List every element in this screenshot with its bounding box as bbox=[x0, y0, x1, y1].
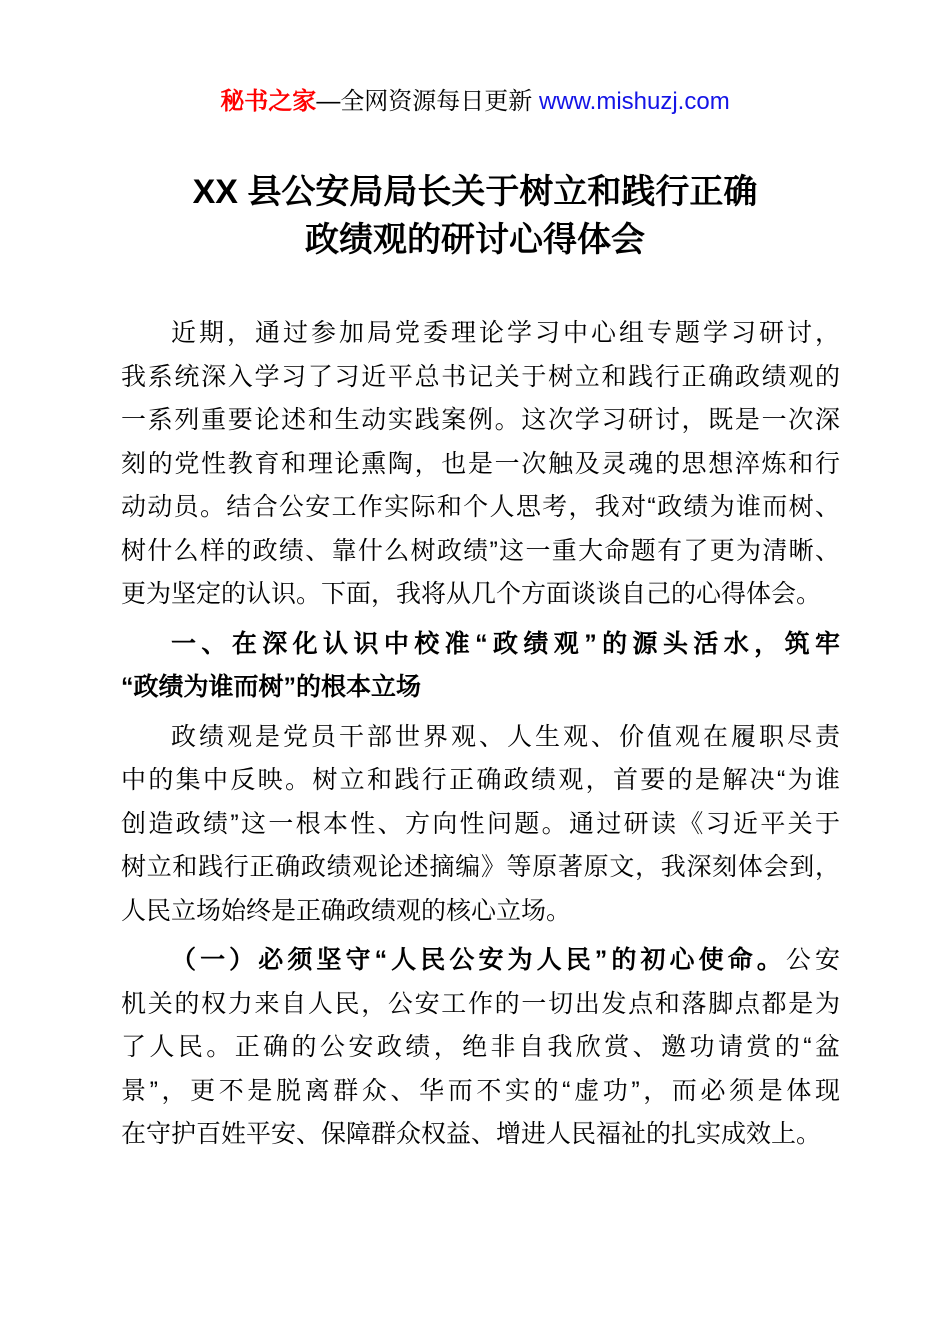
text-line bbox=[121, 666, 840, 710]
text-line bbox=[121, 530, 840, 574]
site-url: www.mishuzj.com bbox=[538, 88, 730, 115]
text-line bbox=[121, 1070, 840, 1114]
text-segment: 一系列重要论述和生动实践案例。这次学习研讨，既是一次深 bbox=[121, 406, 840, 434]
document-body bbox=[121, 312, 840, 1157]
text-segment: 中的集中反映。树立和践行正确政绩观，首要的是解决“为谁 bbox=[121, 766, 840, 794]
paragraph-intro bbox=[121, 312, 840, 617]
brand-name: 秘书之家 bbox=[220, 88, 317, 115]
text-line bbox=[121, 983, 840, 1027]
heading-section-1 bbox=[121, 623, 840, 710]
text-line bbox=[121, 486, 840, 530]
paragraph-concept bbox=[121, 716, 840, 934]
text-segment: 更为坚定的认识。下面，我将从几个方面谈谈自己的心得体会。 bbox=[121, 580, 822, 608]
text-line bbox=[121, 716, 840, 760]
document-title bbox=[0, 168, 950, 264]
text-line bbox=[121, 1026, 840, 1070]
text-line bbox=[121, 890, 840, 934]
text-segment: 公安 bbox=[785, 946, 840, 974]
text-segment: 了人民。正确的公安政绩，绝非自我欣赏、邀功请赏的“盆 bbox=[121, 1033, 840, 1061]
header-tagline: —全网资源每日更新 bbox=[316, 88, 539, 115]
text-segment: 机关的权力来自人民，公安工作的一切出发点和落脚点都是为 bbox=[121, 989, 840, 1018]
text-line bbox=[121, 939, 840, 983]
text-segment: “政绩为谁而树”的根本立场 bbox=[121, 673, 422, 701]
paragraph-point-1 bbox=[121, 939, 840, 1157]
text-segment: 树什么样的政绩、靠什么树政绩”这一重大命题有了更为清晰、 bbox=[121, 536, 840, 565]
text-line bbox=[121, 443, 840, 487]
text-segment: 一、在深化认识中校准“政绩观”的源头活水，筑牢 bbox=[171, 629, 840, 658]
text-line bbox=[121, 399, 840, 443]
text-line bbox=[121, 803, 840, 847]
text-line bbox=[121, 573, 840, 617]
bold-text-segment: （一）必须坚守“人民公安为人民”的初心使命。 bbox=[171, 946, 786, 974]
text-line bbox=[121, 759, 840, 803]
text-segment: 我系统深入学习了习近平总书记关于树立和践行正确政绩观的 bbox=[121, 362, 840, 391]
text-segment: 在守护百姓平安、保障群众权益、增进人民福祉的扎实成效上。 bbox=[121, 1120, 822, 1148]
text-line bbox=[121, 1113, 840, 1157]
header-banner bbox=[0, 0, 950, 118]
title-line-1: XX 县公安局局长关于树立和践行正确 bbox=[192, 173, 758, 211]
text-segment: 树立和践行正确政绩观论述摘编》等原著原文，我深刻体会到， bbox=[121, 853, 840, 881]
text-segment: 政绩观是党员干部世界观、人生观、价值观在履职尽责 bbox=[171, 722, 840, 751]
text-segment: 景”，更不是脱离群众、华而不实的“虚功”，而必须是体现 bbox=[121, 1076, 840, 1105]
text-segment: 人民立场始终是正确政绩观的核心立场。 bbox=[121, 896, 572, 925]
text-segment: 创造政绩”这一根本性、方向性问题。通过研读《习近平关于 bbox=[121, 809, 840, 838]
text-line bbox=[121, 356, 840, 400]
text-line bbox=[121, 846, 840, 890]
text-segment: 刻的党性教育和理论熏陶，也是一次触及灵魂的思想淬炼和行 bbox=[121, 449, 840, 478]
title-line-2: 政绩观的研讨心得体会 bbox=[305, 221, 645, 259]
text-segment: 动动员。结合公安工作实际和个人思考，我对“政绩为谁而树、 bbox=[121, 493, 840, 521]
text-line bbox=[121, 623, 840, 667]
text-line bbox=[121, 312, 840, 356]
text-segment: 近期，通过参加局党委理论学习中心组专题学习研讨， bbox=[171, 319, 840, 347]
